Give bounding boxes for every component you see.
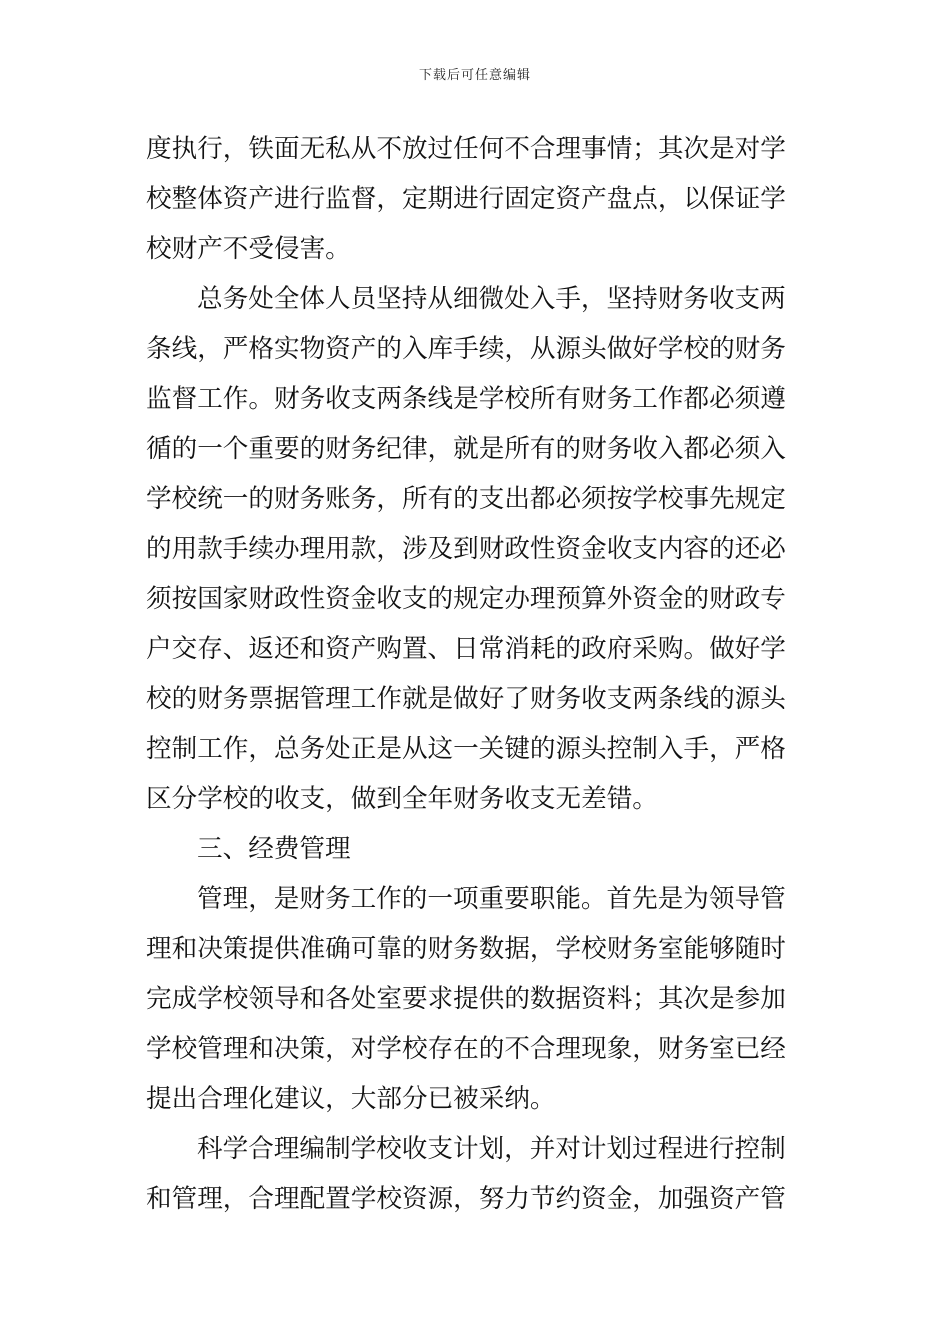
text-line: 校整体资产进行监督，定期进行固定资产盘点，以保证学	[146, 184, 786, 214]
text-line: 和管理，合理配置学校资源，努力节约资金，加强资产管	[146, 1184, 786, 1214]
text-line: 控制工作，总务处正是从这一关键的源头控制入手，严格	[146, 734, 786, 764]
text-line: 学校统一的财务账务，所有的支出都必须按学校事先规定	[146, 484, 786, 514]
text-line: 校的财务票据管理工作就是做好了财务收支两条线的源头	[146, 684, 786, 714]
page-header: 下载后可任意编辑	[418, 68, 531, 83]
text-line: 三、经费管理	[197, 834, 351, 864]
text-line: 的用款手续办理用款，涉及到财政性资金收支内容的还必	[146, 534, 786, 564]
text-line: 总务处全体人员坚持从细微处入手，坚持财务收支两	[197, 284, 786, 314]
text-line: 科学合理编制学校收支计划，并对计划过程进行控制	[197, 1134, 786, 1164]
text-line: 度执行，铁面无私从不放过任何不合理事情；其次是对学	[146, 134, 786, 164]
document-body	[146, 124, 808, 1224]
text-line: 监督工作。财务收支两条线是学校所有财务工作都必须遵	[146, 384, 786, 414]
text-line: 理和决策提供准确可靠的财务数据，学校财务室能够随时	[146, 934, 786, 964]
text-line: 须按国家财政性资金收支的规定办理预算外资金的财政专	[146, 584, 786, 614]
text-line: 区分学校的收支，做到全年财务收支无差错。	[146, 784, 658, 814]
text-line: 校财产不受侵害。	[146, 234, 351, 264]
text-line: 提出合理化建议，大部分已被采纳。	[146, 1084, 556, 1114]
text-line: 条线，严格实物资产的入库手续，从源头做好学校的财务	[146, 334, 786, 364]
text-line: 循的一个重要的财务纪律，就是所有的财务收入都必须入	[146, 434, 786, 464]
text-line: 管理，是财务工作的一项重要职能。首先是为领导管	[197, 884, 786, 914]
text-line: 完成学校领导和各处室要求提供的数据资料；其次是参加	[146, 984, 786, 1014]
text-line: 户交存、返还和资产购置、日常消耗的政府采购。做好学	[146, 634, 786, 664]
text-line: 学校管理和决策，对学校存在的不合理现象，财务室已经	[146, 1034, 786, 1064]
